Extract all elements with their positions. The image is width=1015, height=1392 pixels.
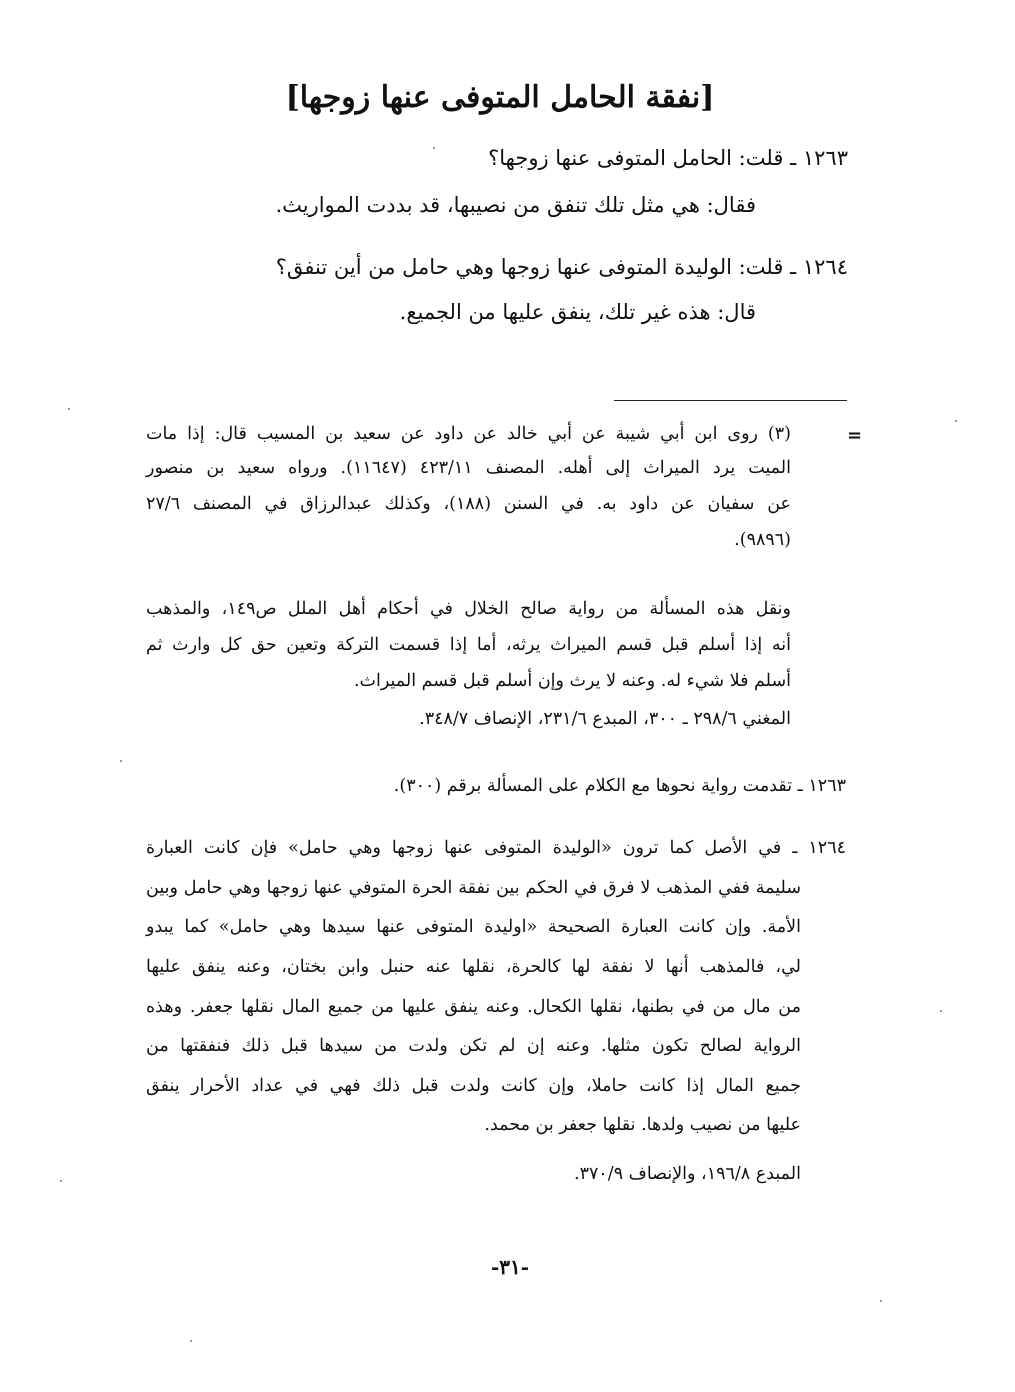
footnote-1264-line: لي، فالمذهب أنها لا نفقة لها كالحرة، نقلها عنه حنبل وابن بختان، وعنه ينفق عليها <box>146 957 801 977</box>
footnote-1264-line: سليمة ففي المذهب لا فرق في الحكم بين نفقة الحرة المتوفي عنها زوجها وهي حامل وبين <box>146 878 801 898</box>
scan-speck <box>433 147 435 149</box>
scan-speck <box>120 760 122 762</box>
answer-1264-line: قال: هذه غير تلك، ينفق عليها من الجميع. <box>399 300 756 324</box>
footnote-3-line: الميت يرد الميراث إلى أهله. المصنف ٤٢٣/١١ (١١٦٤٧). ورواه سعيد بن منصور <box>146 458 791 478</box>
answer-1263-line: فقال: هي مثل تلك تنفق من نصيبها، قد بددت المواريث. <box>275 193 756 217</box>
footnote-separator <box>614 400 847 401</box>
question-1263-line: ١٢٦٣ ـ قلت: الحامل المتوفى عنها زوجها؟ <box>488 146 848 170</box>
page-number: -٣١- <box>490 1255 530 1279</box>
footnote-3-line: (٣) روى ابن أبي شيبة عن أبي خالد عن داود عن سعيد بن المسيب قال: إذا مات <box>146 424 791 444</box>
footnote-1264-line: جميع المال إذا كانت حاملا، وإن كانت ولدت قبل ذلك فهي في عداد الأحرار ينفق <box>146 1076 801 1096</box>
footnote-3-line: عن سفيان عن داود به. في السنن (١٨٨)، وكذلك عبدالرزاق في المصنف ٢٧/٦ <box>146 494 791 514</box>
scan-speck <box>68 408 70 410</box>
footnote-3-cont-line: ونقل هذه المسألة من رواية صالح الخلال في أحكام أهل الملل ص١٤٩، والمذهب <box>146 599 792 619</box>
footnote-1264-line: من مال من في بطنها، نقلها الكحال. وعنه ينفق عليها من جميع المال نقلها جعفر. وهذه <box>146 997 801 1017</box>
footnote-1264-line: عليها من نصيب ولدها. نقلها جعفر بن محمد. <box>484 1115 801 1135</box>
footnote-1264-references: المبدع ١٩٦/٨، والإنصاف ٣٧٠/٩. <box>574 1164 801 1184</box>
scan-speck <box>190 1340 192 1342</box>
continuation-mark: = <box>847 425 863 446</box>
footnote-3-line: (٩٨٩٦). <box>734 530 791 550</box>
scan-speck <box>940 1010 942 1012</box>
footnote-1264-line: الرواية لصالح تكون مثلها. وعنه إن لم تكن ولدت من سيدها قبل ذلك فنفقتها من <box>146 1036 801 1056</box>
footnote-3-cont-line: أسلم فلا شيء له. وعنه لا يرث وإن أسلم قبل قسم الميراث. <box>353 671 791 691</box>
footnote-1264-line: ١٢٦٤ ـ في الأصل كما ترون «الوليدة المتوفى عنها زوجها وهي حامل» فإن كانت العبارة <box>146 838 846 858</box>
question-1264-line: ١٢٦٤ ـ قلت: الوليدة المتوفى عنها زوجها وهي حامل من أين تنفق؟ <box>275 255 848 279</box>
scan-speck <box>880 1300 882 1302</box>
footnote-1264-line: الأمة. وإن كانت العبارة الصحيحة «اوليدة المتوفى عنها سيدها وهي حامل» كما يبدو <box>146 917 801 937</box>
scan-speck <box>60 1180 62 1182</box>
section-heading: [نفقة الحامل المتوفى عنها زوجها] <box>285 80 715 115</box>
footnote-3-references: المغني ٢٩٨/٦ ـ ٣٠٠، المبدع ٢٣١/٦، الإنصاف ٣٤٨/٧. <box>419 709 791 729</box>
footnote-3-cont-line: أنه إذا أسلم قبل قسم الميراث يرثه، أما إذا قسمت التركة وتعين حق كل وارث ثم <box>146 635 791 655</box>
scan-speck <box>955 420 957 422</box>
footnote-1263: ١٢٦٣ ـ تقدمت رواية نحوها مع الكلام على المسألة برقم (٣٠٠). <box>393 776 846 796</box>
